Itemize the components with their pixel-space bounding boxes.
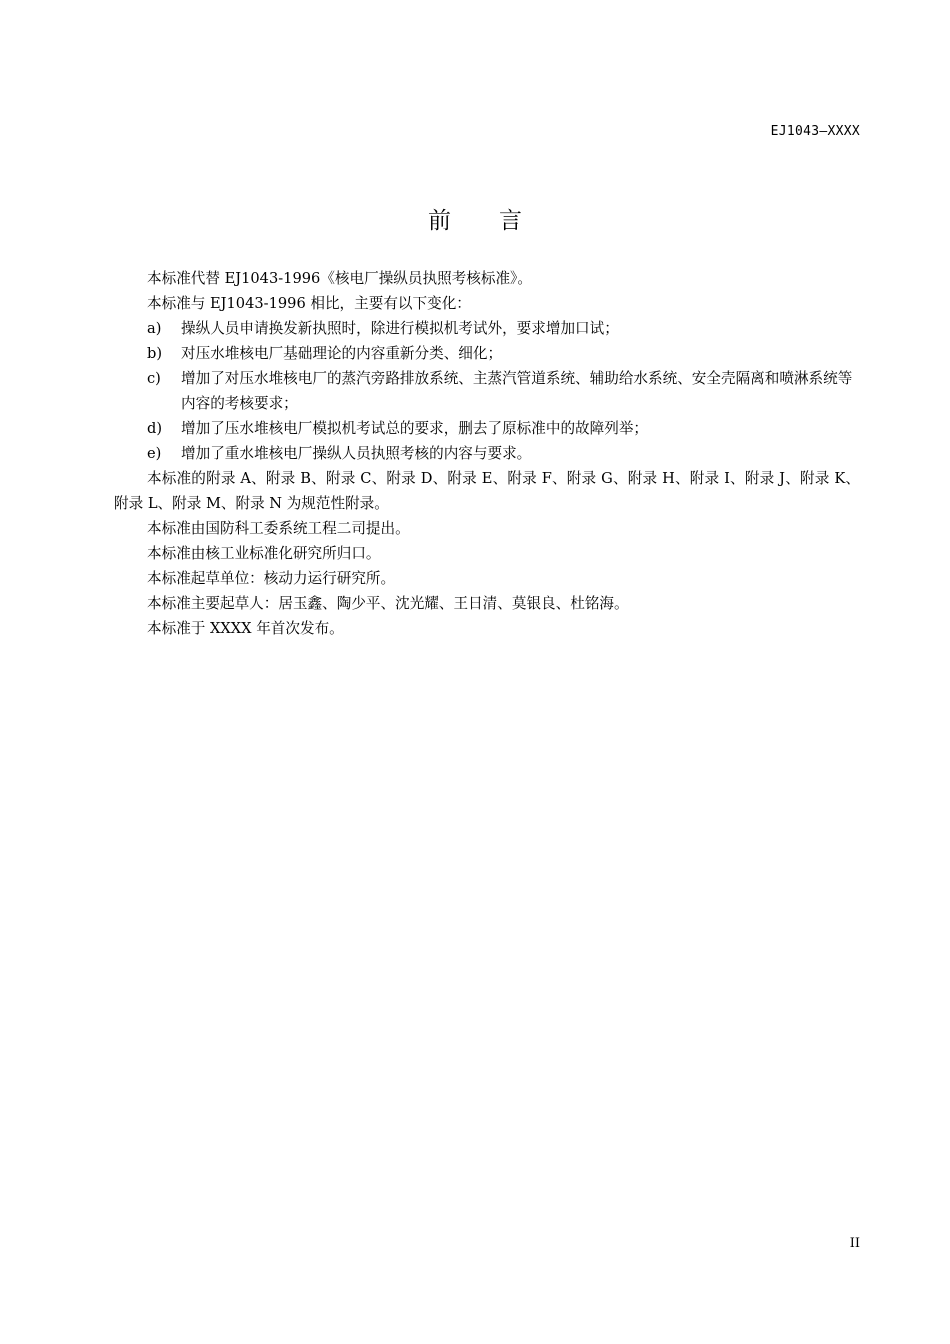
list-marker: a) — [147, 320, 162, 337]
page-title: 前言 — [428, 208, 570, 234]
list-item — [114, 366, 860, 416]
list-item-text: 操纵人员申请换发新执照时，除进行模拟机考试外，要求增加口试； — [181, 320, 619, 337]
paragraph-proposed-by: 本标准由国防科工委系统工程二司提出。 — [147, 520, 410, 537]
paragraph-appendices: 本标准的附录 A、附录 B、附录 C、附录 D、附录 E、附录 F、附录 G、附录 H、附录 I、附录 J、附录 K、附录 L、附录 M、附录 N 为规范性附录。 — [114, 470, 860, 512]
list-item-text: 增加了重水堆核电厂操纵人员执照考核的内容与要求。 — [181, 445, 532, 462]
page-number: II — [849, 1236, 860, 1251]
list-item — [114, 416, 860, 441]
list-marker: c) — [147, 370, 161, 387]
list-marker: d) — [147, 420, 163, 437]
paragraph-drafters: 本标准主要起草人：居玉鑫、陶少平、沈光耀、王日清、莫银良、杜铭海。 — [147, 595, 629, 612]
list-item-text: 对压水堆核电厂基础理论的内容重新分类、细化； — [181, 345, 503, 362]
list-item — [114, 441, 860, 466]
paragraph-drafting-unit: 本标准起草单位：核动力运行研究所。 — [147, 570, 396, 587]
paragraph-administered-by: 本标准由核工业标准化研究所归口。 — [147, 545, 381, 562]
changes-list — [114, 316, 860, 466]
list-item-text: 增加了压水堆核电厂模拟机考试总的要求，删去了原标准中的故障列举； — [181, 420, 649, 437]
paragraph-first-published: 本标准于 XXXX 年首次发布。 — [147, 620, 344, 637]
list-marker: e) — [147, 445, 162, 462]
list-item-text: 增加了对压水堆核电厂的蒸汽旁路排放系统、主蒸汽管道系统、辅助给水系统、安全壳隔离和喷淋系统等内容的考核要求； — [181, 370, 853, 412]
list-item — [114, 316, 860, 341]
paragraph-replaces: 本标准代替 EJ1043-1996《核电厂操纵员执照考核标准》。 — [147, 270, 532, 287]
paragraph-changes-intro: 本标准与 EJ1043-1996 相比，主要有以下变化： — [147, 295, 471, 312]
foreword-body — [114, 266, 860, 641]
list-marker: b) — [147, 345, 163, 362]
list-item — [114, 341, 860, 366]
document-code: EJ1043—XXXX — [770, 124, 860, 139]
